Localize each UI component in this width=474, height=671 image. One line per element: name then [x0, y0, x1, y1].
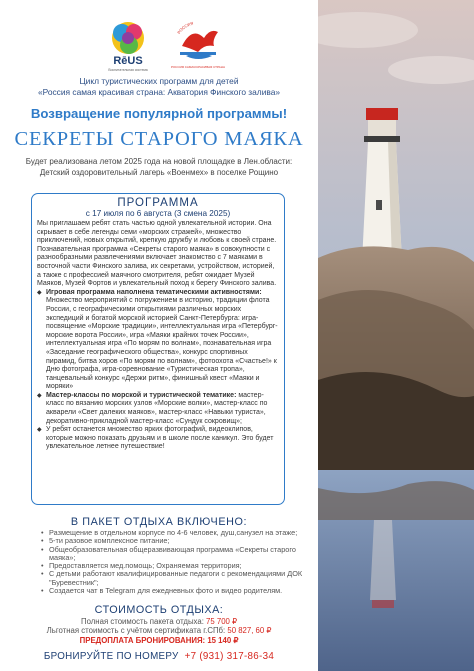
- cost-early-value: 15 140 ₽: [207, 636, 239, 645]
- lighthouse-illustration: [318, 0, 474, 671]
- cost-prepayment: [0, 636, 318, 645]
- russia-beautiful-logo: [168, 16, 228, 74]
- program-title: ПРОГРАММА: [117, 197, 199, 209]
- location-line-1: Будет реализована летом 2025 года на новой площадке в Лен.области:: [25, 157, 293, 166]
- cost-full-value: 75 700 ₽: [206, 617, 238, 626]
- tagline: Возвращение популярной программы!: [30, 106, 288, 121]
- booking-label: БРОНИРУЙТЕ ПО НОМЕРУ: [43, 651, 179, 662]
- location-line-2: Детский оздоровительный лагерь «Военмех» в поселке Рощино: [39, 167, 279, 177]
- cost-title: СТОИМОСТЬ ОТДЫХА:: [94, 604, 224, 616]
- location-info: [0, 157, 318, 178]
- cost-cert-label: Льготная стоимость с учётом сертификата г.СПб:: [46, 626, 228, 635]
- program-item-games: [46, 289, 279, 392]
- reus-logo: [105, 16, 151, 74]
- cost-cert-value: 50 827, 60 ₽: [227, 626, 272, 635]
- cost-full: [0, 617, 318, 626]
- program-intro: Мы приглашаем ребят стать частью одной увлекательной истории. Она скрывает в себе легенды семи «морских стражей», множество приключений, новых открытий, крепкую дружбу и любовь к своей стране. Познавательная программа «Секреты старого маяка» в совокупности с разнообразными развлечениями включает знакомство с 7 маяками в восточной части Финского залива, их секретами, устройством, историей, а также с профессией маячного смотрителя, ребят ожидает Музей Маяков, Музей Фортов и увлекательный поход к берегу Финского залива.: [37, 220, 277, 288]
- program-item-masterclass-text: мастер-класс по вязанию морских узлов «Морские волки», мастер-класс по акварели «Свет далеких маяков», мастер-класс «Навыки туриста», декоративно-прикладной мастер-класс «Сундук сокровищ»;: [46, 391, 268, 425]
- program-item-memories-text: У ребят останется множество ярких фотографий, видеоклипов, которые можно показать друзьям и в школе после каникул. Это будет увлекательное летнее путешествие!: [46, 426, 274, 451]
- package-item: • Предоставляется мед.помощь; Охраняемая территория;: [41, 562, 313, 570]
- cost-full-label: Полная стоимость пакета отдыха:: [80, 617, 207, 626]
- program-dates: с 17 июля по 6 августа (3 смена 2025): [85, 209, 231, 218]
- package-list: [41, 529, 313, 595]
- cost-early-label: ПРЕДОПЛАТА БРОНИРОВАНИЯ:: [79, 636, 208, 645]
- program-item-games-text: Множество мероприятий с погружением в историю, традиции флота России, с географическими открытиями различных морских экспедиций и богатой морской историей Санкт-Петербурга: игра-посвящение «Морские традиции», интеллектуальная игра «Петербург-морские ворота России», игра «Маяки крайних точек России», интеллектуальная игра «По морям по волнам», познавательная игра «Заседание географического общества», конкурс спортивных пирамид, битва хоров «По морям по волнам», фотоохота «Счастье!» к Дню фотографа, игра-соревнование «Туристическая тропа», танцевальный конкурс «Держи ритм», финишный квест «Маяки и моряки»: [46, 297, 278, 391]
- russia-logo-top: РОССИЯ: [176, 20, 194, 35]
- russia-logo-text: РОССИЯ САМАЯ КРАСИВАЯ СТРАНА: [171, 65, 225, 69]
- intro-line-2: «Россия самая красивая страна: Акватория Финского залива»: [37, 87, 281, 97]
- logos-row: [0, 16, 318, 74]
- program-item-masterclass-head: Мастер-классы по морской и туристической тематике:: [46, 391, 237, 399]
- program-item-memories: [46, 426, 279, 452]
- program-list: [37, 289, 279, 452]
- reus-logo-text: RēUS: [113, 55, 143, 67]
- svg-text:РОССИЯ: [176, 21, 194, 35]
- program-box: [31, 193, 285, 505]
- intro-line-1: Цикл туристических программ для детей: [79, 76, 239, 86]
- package-item: • Создается чат в Telegram для ежедневных фото и видео родителям.: [41, 587, 313, 595]
- program-item-games-head: Игровая программа наполнена тематическими активностями:: [46, 288, 262, 296]
- package-item: • Общеобразовательная общеразвивающая программа «Секреты старого маяка»;: [41, 546, 313, 563]
- booking-phone[interactable]: +7 (931) 317-86-34: [184, 651, 275, 662]
- package-item: • Размещение в отдельном корпусе по 4-6 человек, душ,санузел на этаже;: [41, 529, 313, 537]
- package-title: В ПАКЕТ ОТДЫХА ВКЛЮЧЕНО:: [70, 516, 248, 528]
- package-item: • 5-ти разовое комплексное питание;: [41, 537, 313, 545]
- page-title: СЕКРЕТЫ СТАРОГО МАЯКА: [14, 128, 304, 150]
- booking-line: [0, 651, 318, 662]
- package-item: • С детьми работают квалифицированные педагоги с рекомендациями ДОК "Буревестник";: [41, 570, 313, 587]
- series-intro: [0, 76, 318, 98]
- reus-logo-sub: Воспитательная система: [108, 68, 148, 72]
- lighthouse-photo: [318, 0, 474, 671]
- program-item-masterclass: [46, 392, 279, 426]
- cost-certificate: [0, 626, 318, 635]
